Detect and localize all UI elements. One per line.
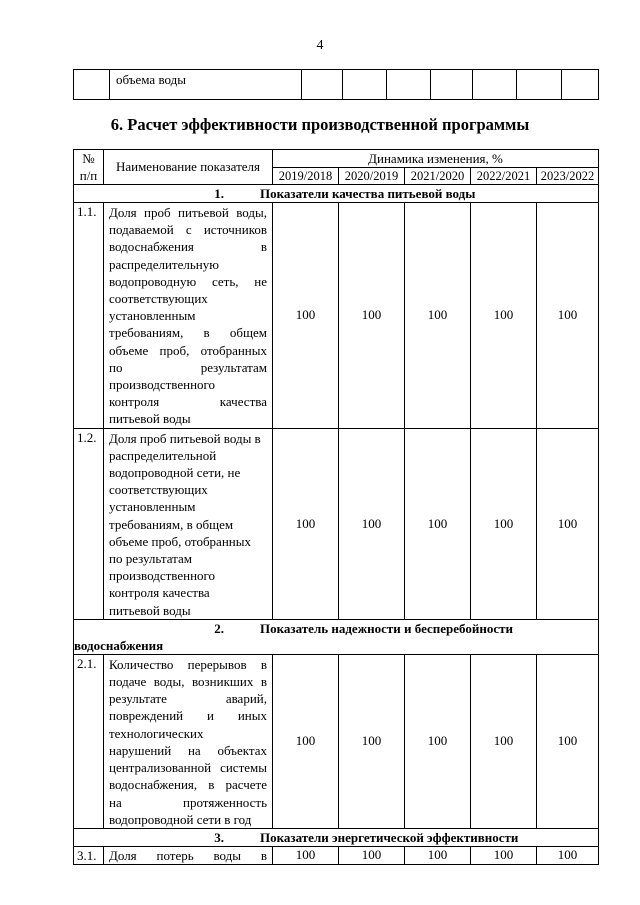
value-cell: 100 xyxy=(405,846,471,864)
section-header xyxy=(74,828,599,846)
indicator-name xyxy=(104,203,273,429)
header-year: 2023/2022 xyxy=(537,168,599,185)
fragment-cell xyxy=(562,70,599,100)
table-row xyxy=(74,654,599,828)
name-line: питьевой воды xyxy=(109,411,191,427)
value-cell: 100 xyxy=(471,203,537,429)
section-number: 1. xyxy=(214,186,224,201)
header-number xyxy=(74,150,104,185)
continued-table-fragment xyxy=(73,69,599,100)
value-cell: 100 xyxy=(537,428,599,619)
section-title-text: Показатель надежности и бесперебойности водоснабжения xyxy=(74,620,513,653)
name-line: подаче воды, возникших в xyxy=(109,674,267,690)
page-number: 4 xyxy=(316,38,324,53)
name-line: по результатам xyxy=(109,551,192,567)
header-number-line2: п/п xyxy=(79,168,98,183)
value-cell: 100 xyxy=(339,428,405,619)
row-number: 1.1. xyxy=(74,203,104,429)
value-cell: 100 xyxy=(537,654,599,828)
section-header xyxy=(74,185,599,203)
section-row xyxy=(74,185,599,203)
name-line: централизованной системы xyxy=(109,760,267,776)
value-cell: 100 xyxy=(273,654,339,828)
fragment-label: объема воды xyxy=(110,70,302,100)
section-header xyxy=(74,619,599,654)
section-title-text: Показатели энергетической эффективности xyxy=(260,829,519,845)
name-line: установленным xyxy=(109,308,196,324)
fragment-cell xyxy=(302,70,343,100)
name-line: контроля качества xyxy=(109,394,267,410)
name-line: распределительной xyxy=(109,447,217,463)
name-line: соответствующих xyxy=(109,291,208,307)
name-line: контроля качества xyxy=(109,585,210,601)
table-row xyxy=(74,846,599,864)
name-line: объеме проб, отобранных xyxy=(109,342,267,358)
table-row xyxy=(74,203,599,429)
value-cell: 100 xyxy=(405,654,471,828)
row-number: 3.1. xyxy=(74,846,104,864)
section-row xyxy=(74,828,599,846)
header-year: 2021/2020 xyxy=(405,168,471,185)
value-cell: 100 xyxy=(537,203,599,429)
name-line: водоснабжения, в расчете xyxy=(109,777,267,793)
fragment-cell xyxy=(343,70,387,100)
header-year: 2020/2019 xyxy=(339,168,405,185)
indicator-name xyxy=(104,654,273,828)
indicator-name xyxy=(104,428,273,619)
name-line: требованиям, в общем xyxy=(109,516,234,532)
name-line: объеме проб, отобранных xyxy=(109,533,251,549)
name-line: питьевой воды xyxy=(109,602,191,618)
name-line: по результатам xyxy=(109,359,267,375)
name-line: Количество перерывов в xyxy=(109,656,267,672)
fragment-cell xyxy=(387,70,431,100)
header-year: 2019/2018 xyxy=(273,168,339,185)
name-line: технологических xyxy=(109,725,204,741)
section-number: 3. xyxy=(214,829,224,845)
fragment-cell xyxy=(431,70,473,100)
name-line: соответствующих xyxy=(109,482,208,498)
name-line: на протяженность xyxy=(109,794,267,810)
value-cell: 100 xyxy=(339,203,405,429)
name-line: подаваемой с источников xyxy=(109,222,267,238)
table-row xyxy=(74,428,599,619)
name-line: требованиям, в общем xyxy=(109,325,267,341)
header-year: 2022/2021 xyxy=(471,168,537,185)
name-line: результате аварий, xyxy=(109,691,267,707)
value-cell: 100 xyxy=(405,203,471,429)
header-number-line1: № xyxy=(82,151,95,166)
fragment-cell xyxy=(473,70,517,100)
fragment-cell xyxy=(517,70,562,100)
value-cell: 100 xyxy=(273,428,339,619)
name-line: Доля проб питьевой воды, xyxy=(109,205,267,220)
name-line: водопроводную сеть, не xyxy=(109,273,267,289)
indicator-name xyxy=(104,846,273,864)
name-line: водопроводной сети, не xyxy=(109,465,241,481)
value-cell: 100 xyxy=(537,846,599,864)
section-title: 6. Расчет эффективности производственной программы xyxy=(110,115,530,134)
header-dynamics: Динамика изменения, % xyxy=(273,150,599,168)
value-cell: 100 xyxy=(339,846,405,864)
section-row xyxy=(74,619,599,654)
value-cell: 100 xyxy=(471,654,537,828)
name-line: Доля потерь воды в xyxy=(109,847,267,863)
name-line: водоснабжения в xyxy=(109,239,267,255)
row-number: 1.2. xyxy=(74,428,104,619)
name-line: водопроводной сети в год xyxy=(109,811,252,827)
name-line: нарушений на объектах xyxy=(109,742,267,758)
fragment-num-cell xyxy=(74,70,110,100)
name-line: производственного xyxy=(109,568,216,584)
name-line: повреждений и иных xyxy=(109,708,267,724)
name-line: установленным xyxy=(109,499,196,515)
row-number: 2.1. xyxy=(74,654,104,828)
value-cell: 100 xyxy=(273,846,339,864)
value-cell: 100 xyxy=(471,428,537,619)
section-number: 2. xyxy=(214,620,224,636)
name-line: производственного xyxy=(109,377,216,393)
efficiency-table xyxy=(73,149,599,865)
name-line: распределительную xyxy=(109,256,219,272)
value-cell: 100 xyxy=(405,428,471,619)
header-indicator-name: Наименование показателя xyxy=(104,150,273,185)
section-title-text: Показатели качества питьевой воды xyxy=(260,186,476,201)
name-line: Доля проб питьевой воды в xyxy=(109,430,261,446)
value-cell: 100 xyxy=(339,654,405,828)
value-cell: 100 xyxy=(273,203,339,429)
value-cell: 100 xyxy=(471,846,537,864)
